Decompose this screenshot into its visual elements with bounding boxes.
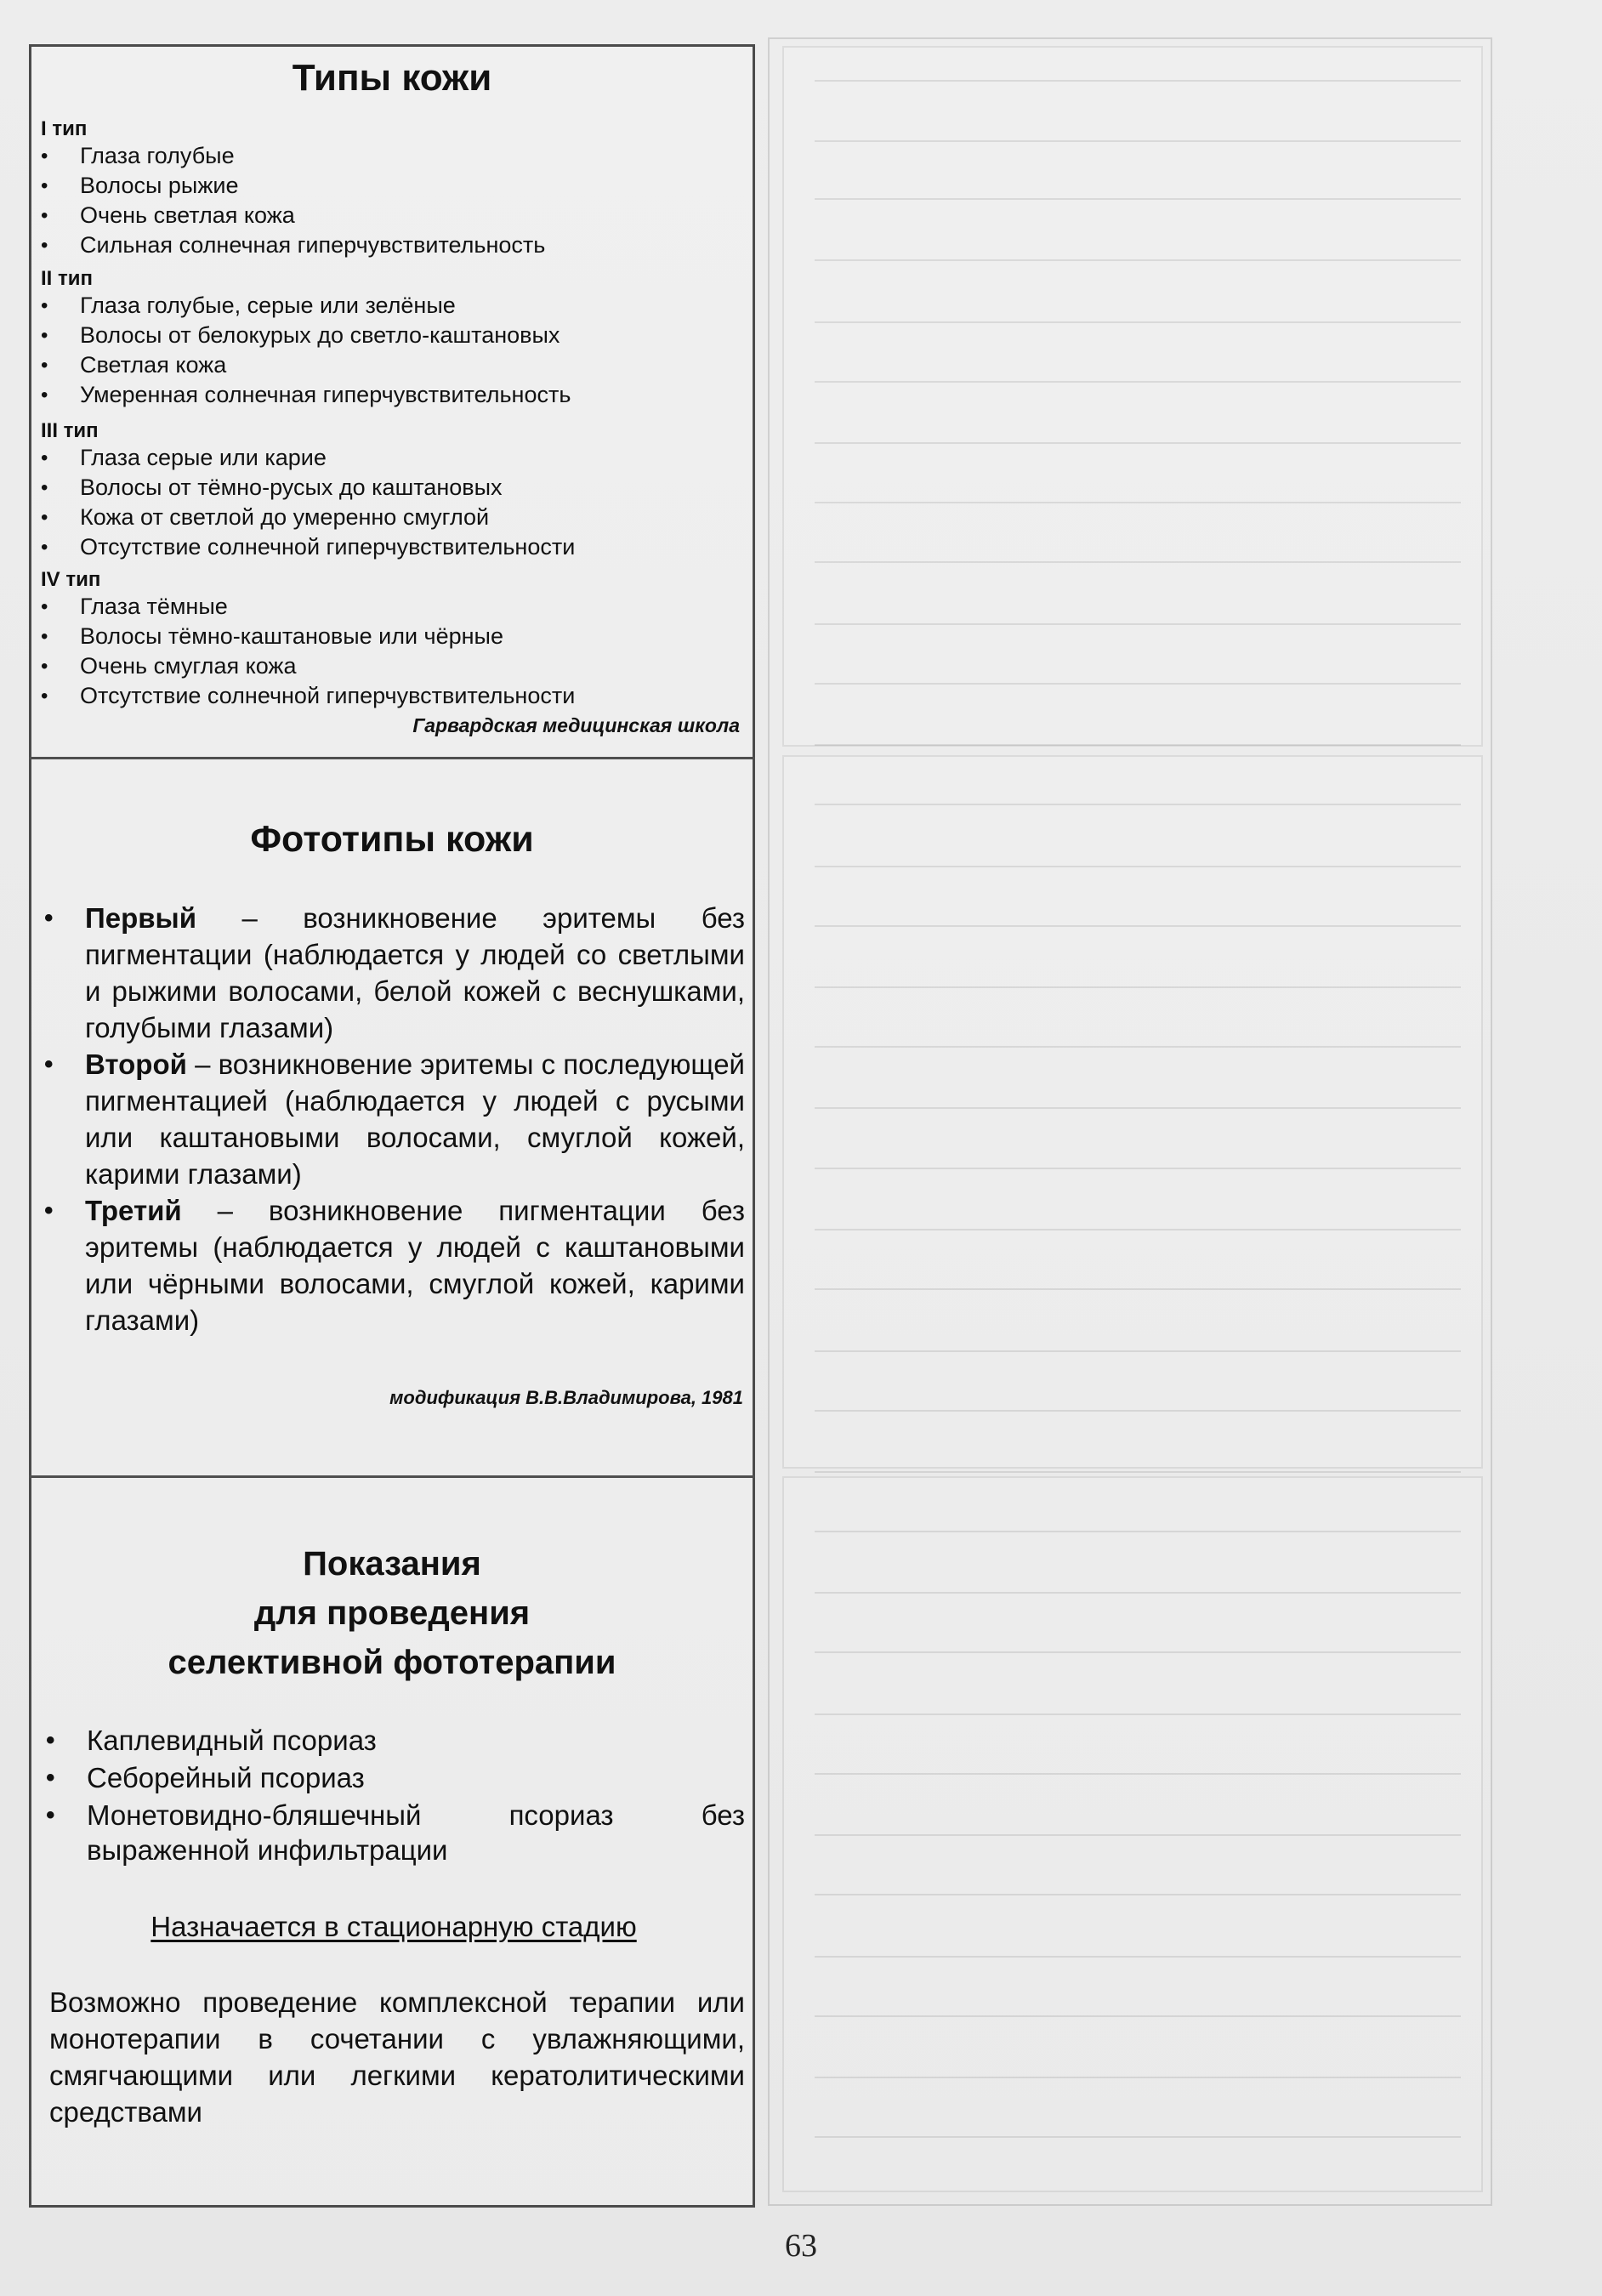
page-number: 63 — [785, 2228, 817, 2264]
bleed-line — [815, 986, 1461, 988]
bleed-line — [815, 502, 1461, 503]
bleed-line — [815, 140, 1461, 142]
bleed-line — [815, 925, 1461, 927]
bleed-line — [815, 1229, 1461, 1230]
phototypes-title: Фототипы кожи — [250, 819, 534, 860]
bleed-line — [815, 744, 1461, 746]
bleed-line — [815, 1834, 1461, 1836]
bleed-line — [815, 259, 1461, 261]
phototypes-list — [41, 900, 745, 1338]
stationary-stage-text: Назначается в стационарную стадию — [151, 1911, 637, 1942]
bleed-line — [815, 1651, 1461, 1653]
indications-list — [41, 1723, 745, 1870]
indication-item: • Монетовидно-бляшечный псориаз без выраженной инфильтрации — [41, 1798, 745, 1867]
bleed-panel-top — [782, 46, 1483, 747]
bleed-line — [815, 1531, 1461, 1532]
list-item: • Глаза голубые, серые или зелёные — [41, 291, 738, 321]
list-item: • Кожа от светлой до умеренно смуглой — [41, 503, 738, 532]
bleed-line — [815, 623, 1461, 625]
indication-item: • Себорейный псориаз — [41, 1760, 745, 1795]
section-divider — [29, 757, 755, 759]
bleed-line — [815, 1894, 1461, 1895]
bleed-line — [815, 683, 1461, 685]
list-item: • Волосы рыжие — [41, 171, 738, 201]
skin-type-3-list — [41, 443, 738, 562]
bleed-line — [815, 321, 1461, 323]
therapy-note: Возможно проведение комплексной терапии или монотерапии в сочетании с увлажняющими, смягчающими или легкими кератолитическими средствами — [49, 1986, 745, 2128]
bleed-line — [815, 198, 1461, 200]
bleed-line — [815, 2077, 1461, 2078]
list-item: • Отсутствие солнечной гиперчувствительности — [41, 681, 738, 711]
phototype-item — [41, 900, 745, 1046]
bleed-line — [815, 1046, 1461, 1048]
skin-type-1-list — [41, 141, 738, 260]
skin-type-label: II тип — [41, 267, 94, 290]
indication-item: • Каплевидный псориаз — [41, 1723, 745, 1758]
bleed-line — [815, 561, 1461, 563]
list-item: • Волосы от белокурых до светло-каштановых — [41, 321, 738, 350]
list-item: • Сильная солнечная гиперчувствительность — [41, 230, 738, 260]
list-item: • Очень смуглая кожа — [41, 651, 738, 681]
skin-types-source: Гарвардская медицинская школа — [412, 714, 740, 736]
phototype-name: Первый — [85, 902, 196, 934]
bleed-line — [815, 1713, 1461, 1715]
skin-type-label: I тип — [41, 117, 88, 140]
bleed-line — [815, 1592, 1461, 1594]
indications-title-line-3: селективной фототерапии — [168, 1644, 616, 1681]
list-item: • Глаза тёмные — [41, 592, 738, 622]
stationary-stage-note — [41, 1909, 747, 1944]
phototype-description: – возникновение пигментации без эритемы (наблюдается у людей с каштановыми или чёрными волосами, смуглой кожей, карими глазами) — [85, 1195, 745, 1336]
skin-type-2-list — [41, 291, 738, 410]
bleed-line — [815, 381, 1461, 383]
skin-type-label: IV тип — [41, 568, 101, 591]
bleed-line — [815, 1288, 1461, 1290]
list-item: • Волосы от тёмно-русых до каштановых — [41, 473, 738, 503]
bleed-line — [815, 1350, 1461, 1352]
section-divider — [29, 1475, 755, 1478]
list-item: • Глаза серые или карие — [41, 443, 738, 473]
bleed-line — [815, 1410, 1461, 1412]
bleed-line — [815, 1773, 1461, 1775]
skin-type-4-list — [41, 592, 738, 711]
bleed-line — [815, 80, 1461, 82]
bleed-panel-middle — [782, 755, 1483, 1469]
phototypes-source: модификация В.В.Владимирова, 1981 — [389, 1387, 743, 1408]
list-item: • Очень светлая кожа — [41, 201, 738, 230]
bleed-line — [815, 442, 1461, 444]
list-item: • Глаза голубые — [41, 141, 738, 171]
bleed-line — [815, 2015, 1461, 2017]
skin-type-label: III тип — [41, 419, 99, 442]
phototype-name: Второй — [85, 1049, 187, 1080]
phototype-description: – возникновение эритемы без пигментации (наблюдается у людей со светлыми и рыжими волосами, белой кожей с веснушками, голубыми глазами) — [85, 902, 745, 1043]
phototype-item — [41, 1046, 745, 1192]
phototype-name: Третий — [85, 1195, 182, 1226]
bleed-line — [815, 1107, 1461, 1109]
bleed-line — [815, 866, 1461, 867]
list-item: • Светлая кожа — [41, 350, 738, 380]
indications-title-line-2: для проведения — [253, 1594, 531, 1632]
bleed-line — [815, 1168, 1461, 1169]
bleed-line — [815, 1471, 1461, 1473]
bleed-line — [815, 2136, 1461, 2138]
skin-types-title: Типы кожи — [292, 57, 492, 99]
indications-title-line-1: Показания — [303, 1545, 481, 1583]
indications-title — [29, 1539, 755, 1687]
list-item: • Отсутствие солнечной гиперчувствительности — [41, 532, 738, 562]
list-item: • Умеренная солнечная гиперчувствительность — [41, 380, 738, 410]
bleed-line — [815, 804, 1461, 805]
list-item: • Волосы тёмно-каштановые или чёрные — [41, 622, 738, 651]
phototype-description: – возникновение эритемы с последующей пигментацией (наблюдается у людей с русыми или каштановыми волосами, смуглой кожей, карими глазами) — [85, 1049, 745, 1190]
phototype-item — [41, 1192, 745, 1338]
bleed-line — [815, 1956, 1461, 1958]
